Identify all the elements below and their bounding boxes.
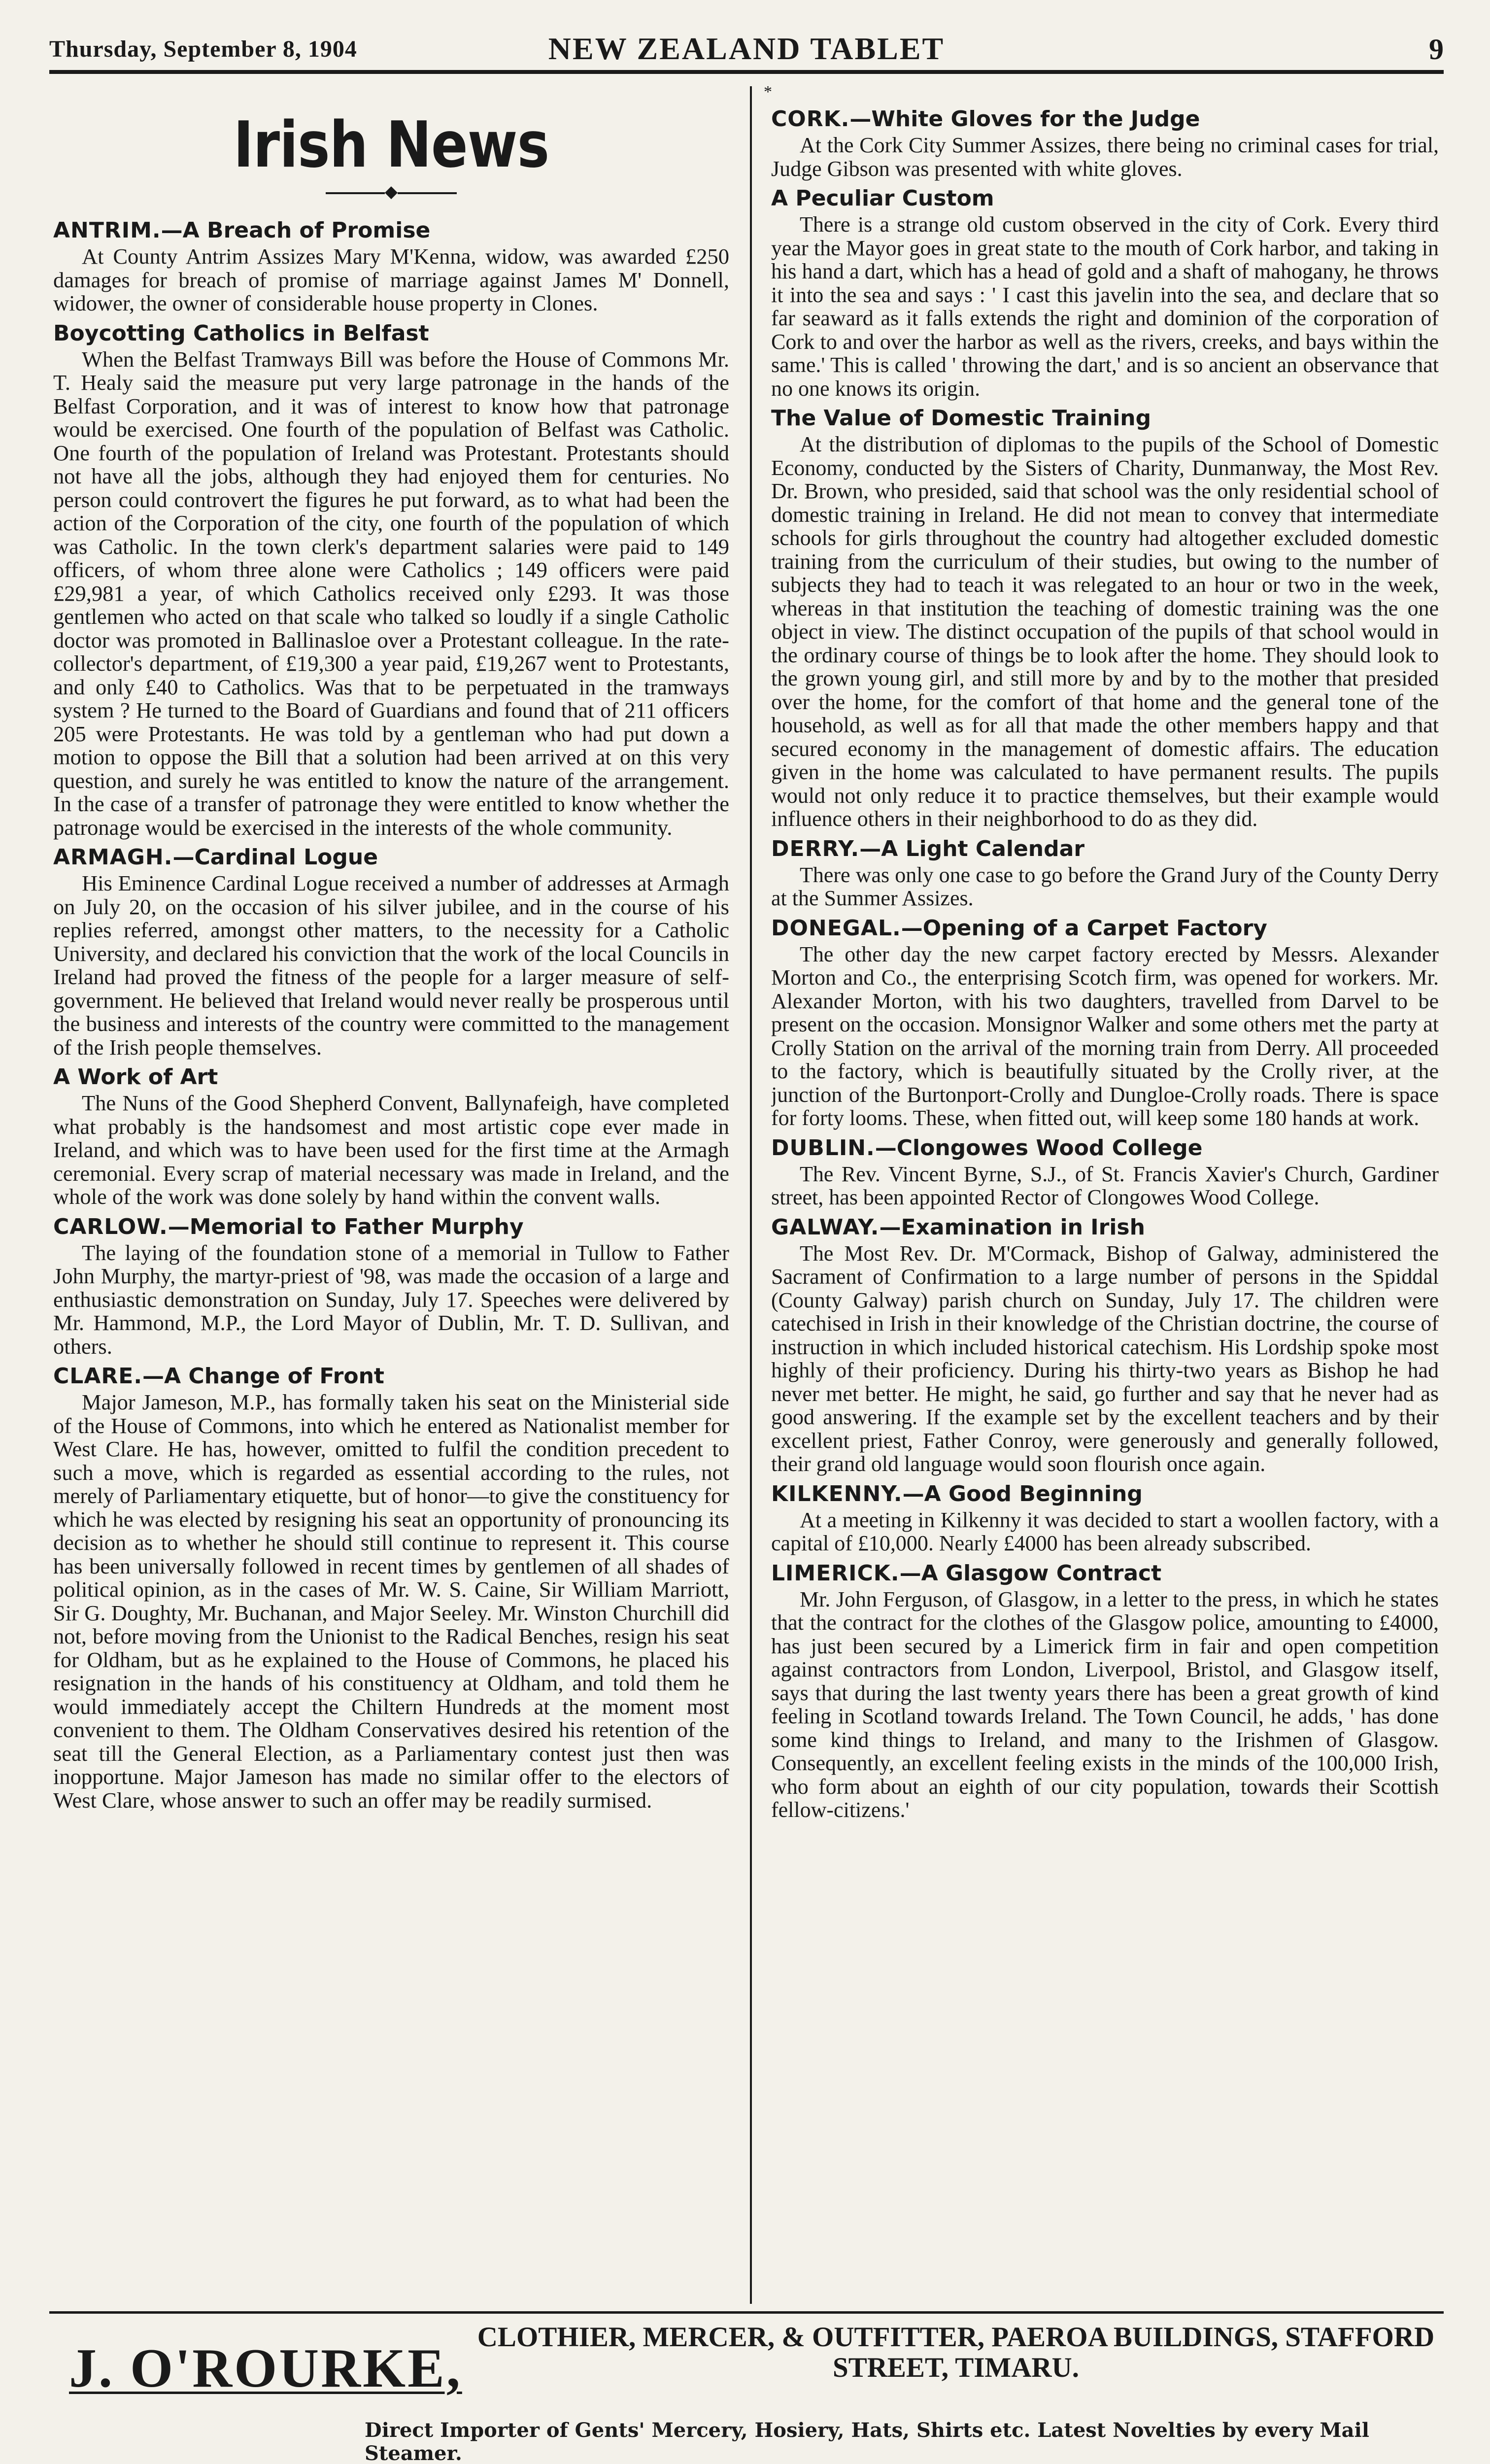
- article-title: —A Light Calendar: [859, 836, 1085, 861]
- advertiser-description: CLOTHIER, MERCER, & OUTFITTER, PAEROA BUILDINGS, STAFFORD STREET, TIMARU.: [477, 2322, 1435, 2383]
- article-headline: [771, 1213, 1439, 1242]
- article: [771, 105, 1439, 180]
- article-paragraph: The laying of the foundation stone of a memorial in Tullow to Father John Murphy, the martyr-priest of '98, was made the occasion of a large and enthusiastic demonstration on Sunday, July 17. Speeches were delivered by Mr. Hammond, M.P., the Lord Mayor of Dublin, Mr. T. D. Sullivan, and others.: [53, 1240, 729, 1359]
- article-paragraph: At a meeting in Kilkenny it was decided to start a woollen factory, with a capital of £10,000. Nearly £4000 has been already subscribed.: [771, 1507, 1439, 1555]
- article-title: —Clongowes Wood College: [875, 1135, 1203, 1161]
- article-title: —Memorial to Father Murphy: [168, 1214, 524, 1239]
- column-mark: *: [764, 83, 772, 101]
- title-ornament: ◆: [53, 182, 729, 202]
- page-number: 9: [1429, 33, 1444, 66]
- article: [53, 1213, 729, 1359]
- article: [53, 1362, 729, 1812]
- article-place: CLARE.: [53, 1364, 143, 1389]
- article-paragraph: His Eminence Cardinal Logue received a number of addresses at Armagh on July 20, on the occasion of his silver jubilee, and in the course of his replies referred, amongst other matters, to the necessity for a Catholic University, and declared his conviction that the work of the local Councils in Ireland had proved the fitness of the people for a larger measure of self-government. He believed that Ireland would never really be prosperous until the business and interests of the country were committed to the management of the Irish people themselves.: [53, 871, 729, 1060]
- header-rule: [49, 70, 1444, 74]
- article: [53, 1063, 729, 1209]
- left-articles: [53, 216, 729, 1812]
- page-header: [49, 31, 1444, 70]
- article: [771, 1480, 1439, 1555]
- advertiser-name: J. O'ROURKE,: [69, 2338, 462, 2399]
- article-place: GALWAY.: [771, 1214, 880, 1240]
- article-place: KILKENNY.: [771, 1481, 903, 1506]
- article-title: —A Good Beginning: [902, 1481, 1143, 1506]
- article-paragraph: The other day the new carpet factory erected by Messrs. Alexander Morton and Co., the enterprising Scotch firm, was opened for workers. Mr. Alexander Morton, with his two daughters, travelled from Darvel to be present on the occasion. Monsignor Walker and some others met the party at Crolly Station on the arrival of the morning train from Derry. All proceeded to the factory, which is beautifully situated by the Crolly river, at the junction of the Burtonport-Crolly and Dungloe-Crolly roads. There is space for forty looms. These, when fitted out, will keep some 180 hands at work.: [771, 942, 1439, 1130]
- article-paragraph: At the Cork City Summer Assizes, there being no criminal cases for trial, Judge Gibson was presented with white gloves.: [771, 133, 1439, 181]
- left-column: [53, 101, 729, 2304]
- article: [771, 1559, 1439, 1822]
- article-place: ARMAGH.: [53, 845, 173, 870]
- article: [771, 914, 1439, 1130]
- article: [771, 184, 1439, 400]
- article-place: DUBLIN.: [771, 1135, 875, 1161]
- section-title: Irish News: [233, 108, 549, 182]
- right-articles: [771, 105, 1439, 1822]
- article-title: —Examination in Irish: [879, 1214, 1145, 1240]
- article-paragraph: When the Belfast Tramways Bill was before the House of Commons Mr. T. Healy said the measure put very large patronage in the hands of the Belfast Corporation, and it was of interest to know how that patronage would be exercised. One fourth of the population of Belfast was Catholic. One fourth of the population of Ireland was Protestant. Protestants should not have all the jobs, although they had enjoyed them for centuries. No person could controvert the figures he put forward, as to what had been the action of the Corporation of the city, one fourth of the population of which was Catholic. In the town clerk's department salaries were paid to 149 officers, of whom three alone were Catholics ; 149 officers were paid £29,981 a year, of which Catholics received only £293. It was those gentlemen who acted on that scale who talked so loudly if a single Catholic doctor was promoted in Ballinasloe over a Protestant colleague. In the rate-collector's department, of £19,300 a year paid, £19,267 went to Protestants, and only £40 to Catholics. Was that to be perpetuated in the tramways system ? He turned to the Board of Guardians and found that of 211 officers 205 were Protestants. He was told by a gentleman who had put down a motion to oppose the Bill that a solution had been arrived at on this very question, and surely he was entitled to know the nature of the arrangement. In the case of a transfer of patronage they were entitled to know whether the patronage would be exercised in the interests of the whole community.: [53, 346, 729, 840]
- article-paragraph: The Most Rev. Dr. M'Cormack, Bishop of Galway, administered the Sacrament of Confirmation to a large number of persons in the Spiddal (County Galway) parish church on Sunday, July 17. The children were catechised in Irish in their knowledge of the Christian doctrine, the course of instruction in which included historical catechism. His Lordship spoke most highly of their proficiency. During his thirty-two years as Bishop he had never met better. He might, he said, go further and say that he never had as good answering. If the example set by the excellent teachers and by their excellent priest, Father Conroy, were generously and generally followed, their grand old language would soon flourish once again.: [771, 1241, 1439, 1476]
- article-paragraph: Mr. John Ferguson, of Glasgow, in a letter to the press, in which he states that the contract for the clothes of the Glasgow police, amounting to £4000, has just been secured by a Limerick firm in fair and open competition against contractors from London, Liverpool, Bristol, and Glasgow itself, says that during the last twenty years there has been a great growth of kind feeling in Scotland towards Ireland. The Town Council, he adds, ' has done some kind things to Ireland, and many to the Irishmen of Glasgow. Consequently, an excellent feeling exists in the minds of the 100,000 Irish, who form about an eighth of our city population, towards their Scottish fellow-citizens.': [771, 1587, 1439, 1822]
- column-rule: [750, 86, 752, 2304]
- article-title: —A Change of Front: [142, 1364, 384, 1389]
- article-paragraph: At the distribution of diplomas to the pupils of the School of Domestic Economy, conducted by the Sisters of Charity, Dunmanway, the Most Rev. Dr. Brown, who presided, said that school was the only residential school of domestic training in Ireland. He did not mean to convey that intermediate schools for girls throughout the country had altogether excluded domestic training from the curriculum of their studies, but owing to the number of subjects they had to teach it was relegated to an hour or two in the week, whereas in that institution the teaching of domestic training was the one object in view. The distinct occupation of the pupils of that school would in the ordinary course of things be to look after the home. They should look to the grown young girl, and still more by and by to the mother that presided over the home, for the comfort of that home and the general tone of the household, as well as for all that made the other members happy and that secured economy in the management of domestic affairs. The education given in the home was calculated to have permanent results. The pupils would not only reduce it to practice themselves, but their example would influence others in their neighborhood to do as they did.: [771, 432, 1439, 831]
- article: [771, 1213, 1439, 1476]
- article-paragraph: Major Jameson, M.P., has formally taken his seat on the Ministerial side of the House of Commons, into which he entered as Nationalist member for West Clare. He has, however, omitted to fulfil the condition precedent to such a move, which is regarded as essential according to the rules, not merely of Parliamentary etiquette, but of honor—to give the constituency for which he was elected by resigning his seat an opportunity of pronouncing its decision as to whether he should still continue to represent it. This course has been universally followed in recent times by gentlemen of all shades of political opinion, as in the cases of Mr. W. S. Caine, Sir William Marriott, Sir G. Doughty, Mr. Buchanan, and Major Seeley. Mr. Winston Churchill did not, before moving from the Unionist to the Radical Benches, resign his seat for Oldham, but as he explained to the House of Commons, he placed his resignation in the hands of his constituency at Oldham, and told them he would immediately accept the Chiltern Hundreds at the moment most convenient to them. The Oldham Conservatives desired his retention of the seat till the General Election, as a Parliamentary contest just then was inopportune. Major Jameson has made no similar offer to the electors of West Clare, whose answer to such an offer may be readily surmised.: [53, 1390, 729, 1813]
- article-title: —Opening of a Carpet Factory: [901, 915, 1267, 941]
- advertiser-tagline: Direct Importer of Gents' Mercery, Hosiery, Hats, Shirts etc. Latest Novelties by every Mail Steamer.: [365, 2419, 1369, 2464]
- article-headline: [771, 914, 1439, 943]
- article-headline: [771, 404, 1439, 433]
- article-headline: [53, 1063, 729, 1092]
- article-title: Boycotting Catholics in Belfast: [53, 320, 429, 346]
- advert-rule: [49, 2311, 1444, 2314]
- article-title: A Work of Art: [53, 1064, 218, 1090]
- article-title: —Cardinal Logue: [172, 845, 378, 870]
- article-paragraph: At County Antrim Assizes Mary M'Kenna, widow, was awarded £250 damages for breach of promise of marriage against James M' Donnell, widower, the owner of considerable house property in Clones.: [53, 244, 729, 315]
- article: [771, 404, 1439, 831]
- article-title: —A Glasgow Contract: [899, 1560, 1162, 1586]
- article-headline: [771, 1480, 1439, 1508]
- article: [53, 319, 729, 840]
- article-title: The Value of Domestic Training: [771, 406, 1151, 431]
- article-paragraph: The Nuns of the Good Shepherd Convent, Ballynafeigh, have completed what probably is the handsomest and most artistic cope ever made in Ireland, and which was to have been used for the first time at the Armagh ceremonial. Every scrap of material necessary was made in Ireland, and the whole of the work was done solely by hand within the convent walls.: [53, 1091, 729, 1209]
- article-place: LIMERICK.: [771, 1560, 900, 1586]
- article-paragraph: There is a strange old custom observed in the city of Cork. Every third year the Mayor goes in great state to the mouth of Cork harbor, and taking in his hand a dart, which has a head of gold and a shaft of mahogany, he throws it into the sea and says : ' I cast this javelin into the sea, and declare that so far seaward as it falls extends the right and dominion of the corporation of Cork to and over the harbor as well as the rivers, creeks, and bays within the same.' This is called ' throwing the dart,' and is so ancient an observance that no one knows its origin.: [771, 212, 1439, 401]
- article-headline: [771, 1134, 1439, 1163]
- article: [771, 835, 1439, 910]
- advertisement: [49, 2322, 1444, 2464]
- article-headline: [53, 319, 729, 348]
- article-place: DERRY.: [771, 836, 860, 861]
- issue-date: Thursday, September 8, 1904: [49, 36, 357, 62]
- article-title: —White Gloves for the Judge: [849, 106, 1200, 132]
- article-headline: [53, 216, 729, 245]
- article-headline: [771, 184, 1439, 213]
- article-title: —A Breach of Promise: [161, 218, 431, 243]
- article-headline: [771, 105, 1439, 134]
- article-headline: [53, 843, 729, 872]
- article-place: CORK.: [771, 106, 850, 132]
- publication-title: NEW ZEALAND TABLET: [548, 31, 945, 66]
- article-title: A Peculiar Custom: [771, 186, 994, 211]
- article-paragraph: The Rev. Vincent Byrne, S.J., of St. Francis Xavier's Church, Gardiner street, has been appointed Rector of Clongowes Wood College.: [771, 1162, 1439, 1209]
- article-place: DONEGAL.: [771, 915, 901, 941]
- article: [53, 843, 729, 1059]
- article-headline: [53, 1213, 729, 1241]
- article-headline: [53, 1362, 729, 1391]
- article-paragraph: There was only one case to go before the Grand Jury of the County Derry at the Summer Assizes.: [771, 862, 1439, 910]
- article: [53, 216, 729, 315]
- article-place: CARLOW.: [53, 1214, 168, 1239]
- article-headline: [771, 1559, 1439, 1588]
- article-headline: [771, 835, 1439, 863]
- right-column: [771, 101, 1439, 2304]
- article-place: ANTRIM.: [53, 218, 161, 243]
- article: [771, 1134, 1439, 1209]
